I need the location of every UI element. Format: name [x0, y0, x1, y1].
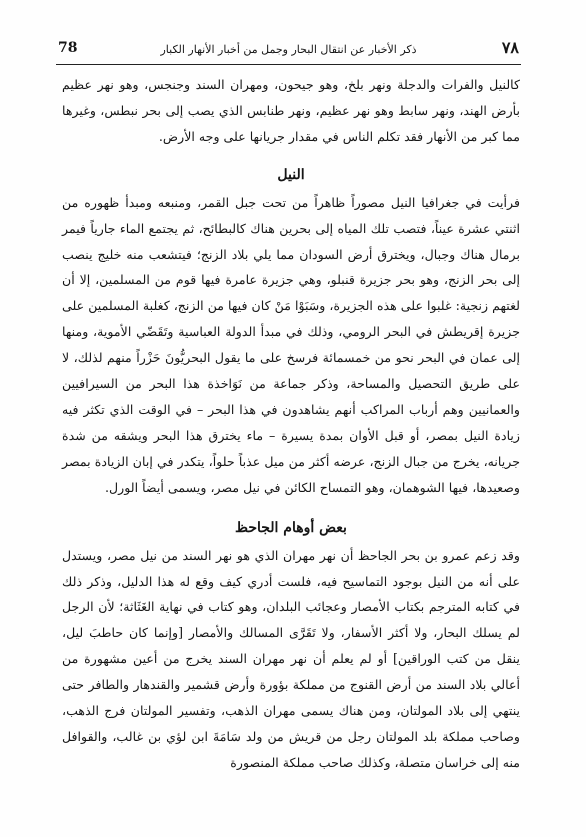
page-number-arabic: ٧٨	[501, 38, 519, 57]
running-title: ذكر الأخبار عن انتقال البحار وجمل من أخبار الأنهار الكبار	[160, 43, 417, 56]
jahiz-paragraph: وقد زعم عمرو بن بحر الجاحظ أن نهر مهران الذي هو نهر السند من نيل مصر، ويستدل على أنه من النيل بوجود التماسيح فيه، فلست أدري كيف وقع له هذا الدليل، وذكر ذلك في كتابه المترجم بكتاب الأمصار وعجائب البلدان، وهو كتاب في نهاية الغَثَاثة؛ لأن الرجل لم يسلك البحار، ولا أكثر الأسفار، ولا تَقَرَّى المسالك والأمصار [وإنما كان حاطبَ ليل، ينقل من كتب الوراقين] أو لم يعلم أن نهر مهران السند يخرج من أعين مشهورة من أعالي بلاد السند من أرض القنوج من مملكة بؤورة وأرض قشمير والقندهار والطافر حتى ينتهي إلى بلاد المولتان، ومن هناك يسمى مهران الذهب، وتفسير المولتان فرج الذهب، وصاحب مملكة بلد المولتان رجل من قريش من ولد سَامَةَ ابن لؤي بن غالب، والقوافل منه إلى خراسان متصلة، وكذلك صاحب مملكة المنصورة	[62, 547, 520, 770]
section-heading-jahiz: بعض أوهام الجاحظ	[235, 519, 347, 536]
page-header	[56, 38, 521, 65]
section-heading-nile: النيل	[277, 166, 305, 183]
intro-paragraph: كالنيل والفرات والدجلة ونهر بلخ، وهو جيحون، ومهران السند وجنجس، وهو نهر عظيم بأرض الهند، ونهر سابط وهو نهر عظيم، ونهر طنابس الذي يصب إلى بحر نبطس، وغيرها مما كبر من الأنهار فقد تكلم الناس في مقدار جريانها على وجه الأرض.	[62, 77, 520, 144]
page-body	[62, 72, 520, 776]
nile-paragraph: فرأيت في جغرافيا النيل مصوراً ظاهراً من تحت جبل القمر، ومنبعه ومبدأ ظهوره من اثنتي عشرة عيناً، فتصب تلك المياه إلى بحرين هناك كالبطائح، ثم يجتمع الماء جارياً فيمر برمال هناك وجبال، ويخترق أرض السودان مما يلي بلاد الزنج؛ فيتشعب منه خليج ينصب إلى بحر الزنج، وهو بحر جزيرة قنبلو، وهي جزيرة عامرة فيها قوم من المسلمين، إلا أن لغتهم زنجية: غلبوا على هذه الجزيرة، وسَبَوْا مَنْ كان فيها من الزنج، كغلبة المسلمين على جزيرة إقريطش في البحر الرومي، وذلك في مبدأ الدولة العباسية وتَقَضّي الأموية، ومنها إلى عمان في البحر نحو من خمسمائة فرسخ على ما يقول البحريُّونَ حَزْراً منهم لذلك، لا على طريق التحصيل والمساحة، وذكر جماعة من نَوَاخذة هذا البحر من السيرافيين والعمانيين وهم أرباب المراكب أنهم يشاهدون في هذا البحر – في الوقت الذي تكثر فيه زيادة النيل بمصر، أو قبل الأوان بمدة يسيرة – ماء يخترق هذا البحر ويشقه من شدة جريانه، يخرج من جبال الزنج، عرضه أكثر من ميل عذباً حلواً، يتكدر في إبان الزيادة بمصر وصعيدها، فيها الشوهمان، وهو التمساح الكائن في نيل مصر، ويسمى أيضاً الورل.	[62, 194, 520, 495]
page-number-latin: 78	[58, 40, 78, 56]
